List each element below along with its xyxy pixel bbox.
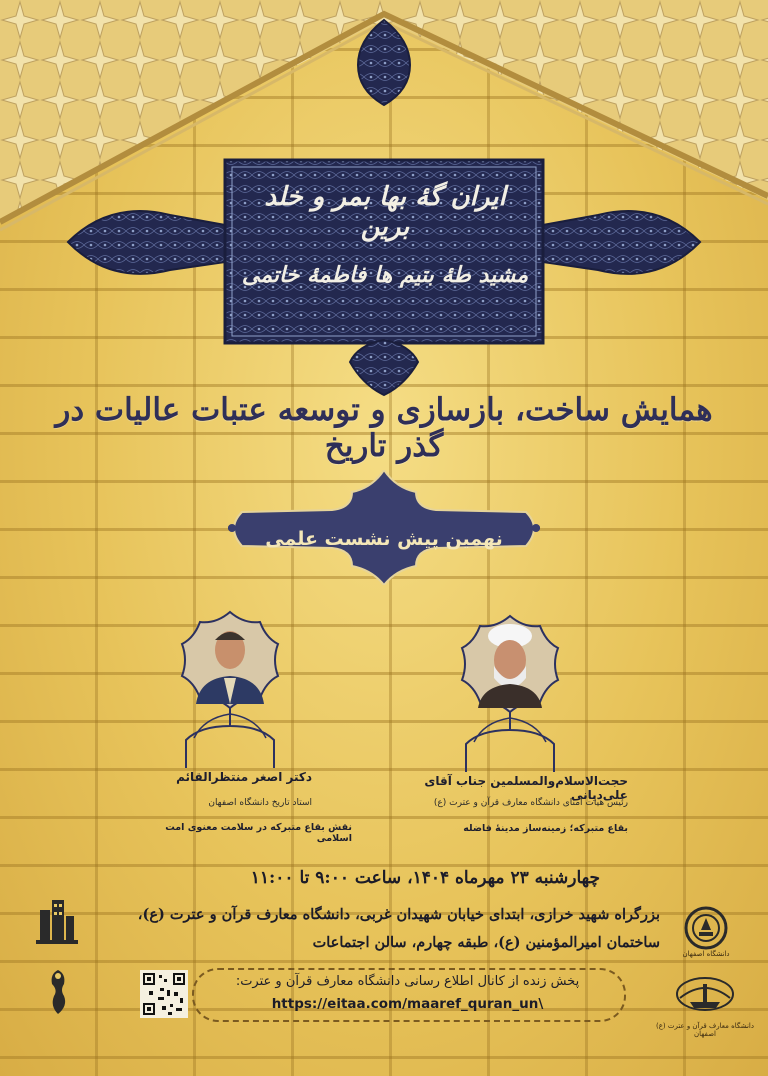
speaker-photo-right [470, 620, 550, 708]
maaref-university-caption: دانشگاه معارف قرآن و عترت (ع) اصفهان [656, 1022, 754, 1038]
session-label: نهمین پیش نشست علمی [265, 528, 503, 550]
speaker-photo-left [190, 616, 270, 704]
address-line-2: ساختمان امیرالمؤمنین (ع)، طبقه چهارم، سالن اجتماعات [312, 934, 660, 951]
calligraphy-line-2: مشید طهٔ بتیم ها فاطمهٔ خاتمی [241, 262, 529, 288]
live-stream-label: پخش زنده از کانال اطلاع رسانی دانشگاه معارف قرآن و عترت: [235, 974, 580, 989]
address-line-1: بزرگراه شهید خرازی، ابتدای خیابان شهیدان غربی، دانشگاه معارف قرآن و عترت (ع)، [137, 906, 660, 923]
event-datetime: چهارشنبه ۲۳ مهرماه ۱۴۰۴، ساعت ۹:۰۰ تا ۱۱:۰۰ [250, 868, 600, 888]
event-title: همایش ساخت، بازسازی و توسعه عتبات عالیات در گذر تاریخ [55, 392, 713, 464]
isfahan-university-caption: دانشگاه اصفهان [682, 950, 730, 958]
speaker-name-right: حجت‌الاسلام‌والمسلمین جناب آقای علی‌دیانی [424, 774, 628, 802]
maaref-university-logo [674, 976, 736, 1020]
speaker-role-right: رئیس هیات امنای دانشگاه معارف قرآن و عترت (ع) [433, 798, 628, 808]
isfahan-university-logo [684, 906, 728, 950]
qr-code[interactable] [140, 970, 188, 1018]
live-stream-link[interactable]: https://eitaa.com/maaref_quran_un\ [271, 996, 544, 1012]
calligraphy-line-1: ایران گهٔ بها بمر و خلد برین [264, 182, 506, 242]
speaker-role-left: استاد تاریخ دانشگاه اصفهان [208, 798, 312, 808]
speaker-topic-right: بقاع متبرکه؛ زمینه‌ساز مدینهٔ فاضله [463, 823, 628, 834]
speaker-name-left: دکتر اصغر منتظرالقائم [176, 770, 312, 784]
logo-building-icon [34, 896, 80, 948]
logo-emblem-icon [40, 966, 76, 1022]
speaker-topic-left: نقش بقاع متبرکه در سلامت معنوی امت اسلامی [165, 822, 352, 844]
